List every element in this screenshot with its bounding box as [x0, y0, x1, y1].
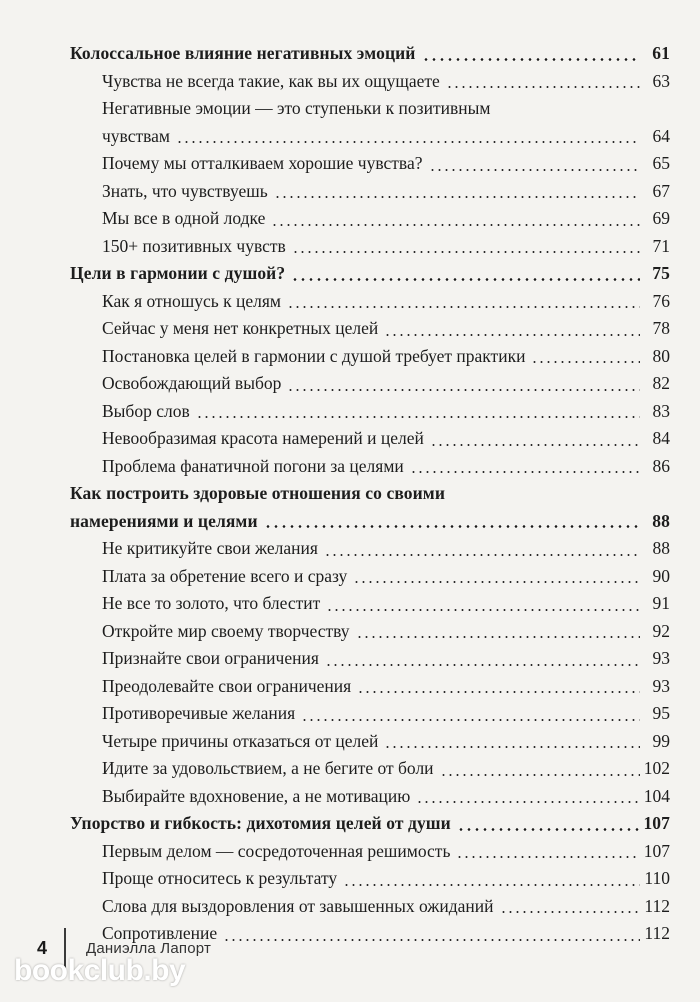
dot-leader — [457, 828, 640, 831]
toc-page-number: 104 — [643, 785, 670, 806]
toc-page-number: 88 — [652, 510, 670, 531]
toc-chapter-entry — [70, 40, 670, 68]
toc-entry-line — [70, 480, 670, 508]
dot-leader — [410, 471, 640, 473]
toc-section-entry — [70, 563, 670, 591]
toc-section-entry — [70, 233, 670, 261]
toc-section-entry — [70, 535, 670, 563]
toc-page-number: 82 — [652, 373, 670, 393]
toc-entry-title: Мы все в одной лодке — [102, 208, 266, 228]
toc-page-number: 67 — [652, 180, 670, 201]
dot-leader — [446, 86, 640, 88]
toc-page-number: 88 — [652, 538, 670, 558]
toc-entry-line — [70, 508, 670, 536]
dot-leader — [416, 801, 639, 803]
toc-section-entry — [70, 865, 670, 893]
toc-page-number: 76 — [652, 290, 670, 311]
dot-leader — [422, 58, 641, 61]
dot-leader — [356, 636, 640, 638]
page-number: 4 — [37, 938, 48, 958]
dot-leader — [430, 444, 640, 446]
toc-page-number: 84 — [652, 428, 670, 448]
toc-page-number: 64 — [652, 125, 670, 146]
toc-page-number: 93 — [652, 675, 670, 696]
toc-chapter-entry — [70, 810, 670, 838]
toc-page-number: 65 — [652, 153, 670, 173]
toc-section-entry — [70, 205, 670, 233]
table-of-contents — [70, 40, 670, 948]
toc-chapter-entry — [70, 260, 670, 288]
toc-entry-title: Постановка целей в гармонии с душой требует практики — [102, 345, 526, 366]
dot-leader — [500, 911, 641, 913]
toc-entry-title: Не критикуйте свои желания — [102, 538, 318, 558]
toc-page-number: 112 — [644, 895, 670, 916]
toc-section-entry — [70, 783, 670, 811]
toc-entry-title: 150+ позитивных чувств — [102, 235, 286, 256]
toc-section-entry — [70, 150, 670, 178]
toc-section-entry — [70, 95, 670, 150]
toc-section-entry — [70, 645, 670, 673]
toc-page-number: 90 — [652, 565, 670, 586]
toc-section-entry — [70, 453, 670, 481]
toc-entry-title: Слова для выздоровления от завышенных ожиданий — [102, 895, 494, 916]
toc-page-number: 112 — [644, 923, 670, 943]
dot-leader — [271, 224, 640, 226]
dot-leader — [324, 554, 640, 556]
dot-leader — [264, 525, 640, 528]
toc-page-number: 80 — [652, 345, 670, 366]
toc-section-entry — [70, 398, 670, 426]
toc-page-number: 75 — [652, 263, 670, 283]
toc-page-number: 63 — [652, 70, 670, 91]
dot-leader — [274, 196, 640, 198]
toc-section-entry — [70, 893, 670, 921]
watermark-logo: bookclub.by — [14, 954, 186, 987]
toc-entry-title: Преодолевайте свои ограничения — [102, 675, 352, 696]
dot-leader — [287, 389, 640, 391]
toc-entry-title: Не все то золото, что блестит — [102, 593, 321, 613]
toc-section-entry — [70, 618, 670, 646]
toc-page-number: 102 — [643, 758, 670, 778]
dot-leader — [440, 774, 640, 776]
toc-entry-title: Проблема фанатичной погони за целями — [102, 455, 404, 476]
toc-page-number: 93 — [652, 648, 670, 668]
dot-leader — [531, 361, 640, 363]
toc-section-entry — [70, 370, 670, 398]
toc-page-number: 95 — [652, 703, 670, 723]
dot-leader — [384, 746, 640, 748]
toc-page-number: 107 — [643, 813, 670, 833]
toc-entry-title: Плата за обретение всего и сразу — [102, 565, 348, 586]
toc-page-number: 91 — [652, 593, 670, 613]
toc-entry-title: Почему мы отталкиваем хорошие чувства? — [102, 153, 423, 173]
toc-section-entry — [70, 425, 670, 453]
toc-entry-title: Выбирайте вдохновение, а не мотивацию — [102, 785, 411, 806]
toc-page-number: 83 — [652, 400, 670, 421]
toc-page-number: 92 — [652, 620, 670, 641]
toc-entry-title: Невообразимая красота намерений и целей — [102, 428, 424, 448]
toc-page-number: 71 — [652, 235, 670, 256]
dot-leader — [176, 141, 640, 143]
toc-entry-title: Колоссальное влияние негативных эмоций — [70, 43, 416, 63]
toc-entry-line — [102, 95, 670, 123]
toc-entry-title: Как построить здоровые отношения со своими — [70, 483, 446, 503]
dot-leader — [429, 169, 641, 171]
toc-section-entry — [70, 178, 670, 206]
toc-entry-title: Как я отношусь к целям — [102, 290, 282, 311]
toc-entry-title: Чувства не всегда такие, как вы их ощущаете — [102, 70, 440, 91]
dot-leader — [326, 609, 640, 611]
toc-entry-title: Цели в гармонии с душой? — [70, 263, 286, 283]
toc-section-entry — [70, 728, 670, 756]
toc-page-number: 69 — [652, 208, 670, 228]
toc-section-entry — [70, 755, 670, 783]
dot-leader — [325, 664, 640, 666]
toc-section-entry — [70, 68, 670, 96]
dot-leader — [287, 306, 640, 308]
dot-leader — [301, 719, 640, 721]
dot-leader — [292, 251, 640, 253]
toc-section-entry — [70, 700, 670, 728]
toc-entry-title: Сопротивление — [102, 923, 218, 943]
toc-page-number: 99 — [652, 730, 670, 751]
toc-page-number: 107 — [643, 840, 670, 861]
page-footer — [0, 924, 700, 1002]
dot-leader — [384, 334, 640, 336]
dot-leader — [456, 856, 639, 858]
toc-page-number: 110 — [644, 868, 670, 888]
toc-entry-title: Противоречивые желания — [102, 703, 296, 723]
toc-chapter-entry — [70, 480, 670, 535]
toc-entry-title: Негативные эмоции — это ступеньки к позитивным — [102, 98, 491, 118]
toc-entry-title: Выбор слов — [102, 400, 190, 421]
toc-entry-title: чувствам — [102, 125, 171, 146]
toc-entry-title: Знать, что чувствуешь — [102, 180, 268, 201]
dot-leader — [357, 691, 640, 693]
toc-section-entry — [70, 343, 670, 371]
toc-page-number: 78 — [652, 318, 670, 338]
toc-entry-title: Проще относитесь к результату — [102, 868, 338, 888]
dot-leader — [291, 278, 640, 281]
dot-leader — [196, 416, 640, 418]
dot-leader — [353, 581, 640, 583]
toc-entry-title: Четыре причины отказаться от целей — [102, 730, 379, 751]
toc-page-number: 61 — [652, 43, 670, 63]
toc-section-entry — [70, 315, 670, 343]
dot-leader — [343, 884, 640, 886]
toc-entry-title: Первым делом — сосредоточенная решимость — [102, 840, 451, 861]
toc-entry-title: Идите за удовольствием, а не бегите от боли — [102, 758, 434, 778]
toc-entry-title: Откройте мир своему творчеству — [102, 620, 350, 641]
toc-section-entry — [70, 838, 670, 866]
toc-entry-title: Признайте свои ограничения — [102, 648, 319, 668]
running-footer-author: Даниэлла Лапорт — [86, 940, 212, 957]
toc-page-number: 86 — [652, 455, 670, 476]
toc-entry-title: Сейчас у меня нет конкретных целей — [102, 318, 379, 338]
toc-entry-title: Освобождающий выбор — [102, 373, 282, 393]
toc-entry-title: намерениями и целями — [70, 510, 258, 531]
toc-section-entry — [70, 590, 670, 618]
toc-section-entry — [70, 673, 670, 701]
toc-entry-title: Упорство и гибкость: дихотомия целей от души — [70, 813, 451, 833]
toc-section-entry — [70, 288, 670, 316]
toc-entry-line — [102, 123, 670, 151]
